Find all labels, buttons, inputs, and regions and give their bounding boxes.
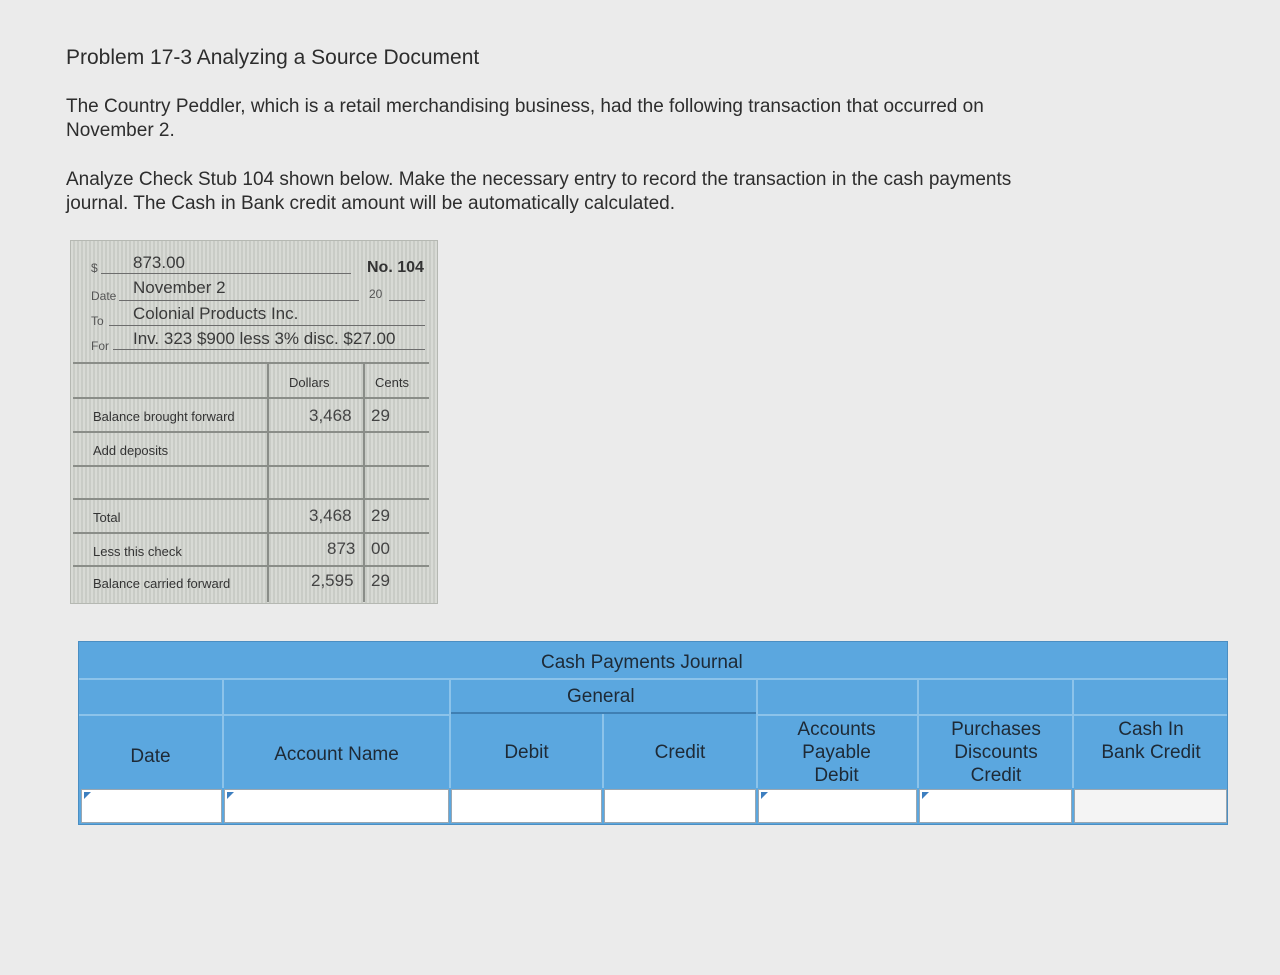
purchases-discounts-credit-input[interactable] — [920, 790, 1071, 822]
less-check-label: Less this check — [93, 544, 182, 559]
stub-year: 20 — [369, 287, 383, 301]
add-deposits-label: Add deposits — [93, 443, 169, 458]
dropdown-marker-icon — [922, 792, 929, 799]
purchases-discounts-credit-input-cell — [919, 789, 1072, 823]
account-name-input[interactable] — [225, 790, 448, 822]
accounts-payable-debit-input-cell — [758, 789, 917, 823]
for-label: For — [91, 339, 109, 353]
journal-title: Cash Payments Journal — [541, 652, 743, 673]
stub-payee: Colonial Products Inc. — [133, 304, 299, 323]
balance-carried-label: Balance carried forward — [93, 576, 231, 591]
general-debit-input[interactable] — [452, 790, 601, 822]
date-input[interactable] — [82, 790, 221, 822]
general-header: General — [567, 686, 635, 707]
general-credit-input[interactable] — [605, 790, 755, 822]
dropdown-marker-icon — [84, 792, 91, 799]
date-label: Date — [91, 289, 117, 303]
stub-memo: Inv. 323 $900 less 3% disc. $27.00 — [133, 329, 396, 348]
dropdown-marker-icon — [227, 792, 234, 799]
balance-carried-dollars: 2,595 — [311, 571, 354, 590]
problem-description: The Country Peddler, which is a retail merchandising business, had the following transaction that occurred on November 2. — [66, 96, 984, 141]
cash-in-bank-credit-header: Cash In Bank Credit — [1101, 719, 1201, 763]
dropdown-marker-icon — [761, 792, 768, 799]
balance-forward-label: Balance brought forward — [93, 409, 235, 424]
less-check-dollars: 873 — [327, 539, 356, 558]
general-credit-input-cell — [604, 789, 756, 823]
date-column-header: Date — [130, 746, 171, 767]
problem-title: Problem 17-3 Analyzing a Source Document — [66, 46, 480, 69]
less-check-cents: 00 — [371, 539, 390, 558]
total-dollars: 3,468 — [309, 506, 352, 525]
balance-forward-dollars: 3,468 — [309, 406, 352, 425]
cash-in-bank-credit-output — [1075, 790, 1226, 822]
account-name-column-header: Account Name — [274, 744, 399, 765]
account-name-input-cell — [224, 789, 449, 823]
stub-amount: 873.00 — [133, 253, 185, 272]
dollars-header: Dollars — [289, 375, 330, 390]
accounts-payable-debit-header: Accounts Payable Debit — [797, 719, 876, 786]
check-number: No. 104 — [367, 259, 424, 276]
stub-date: November 2 — [133, 278, 226, 297]
problem-instructions: Analyze Check Stub 104 shown below. Make the necessary entry to record the transaction in the cash payments journal. The Cash in Bank credit amount will be automatically calculated. — [66, 169, 1012, 214]
balance-forward-cents: 29 — [371, 406, 390, 425]
cents-header: Cents — [375, 375, 409, 390]
purchases-discounts-credit-header: Purchases Discounts Credit — [951, 719, 1041, 786]
general-credit-column-header: Credit — [654, 742, 706, 763]
general-debit-column-header: Debit — [504, 742, 549, 763]
cash-in-bank-credit-cell — [1074, 789, 1227, 823]
general-debit-input-cell — [451, 789, 602, 823]
dollar-sign: $ — [91, 261, 98, 275]
date-input-cell — [81, 789, 222, 823]
total-label: Total — [93, 510, 121, 525]
cash-payments-journal — [78, 641, 1228, 825]
total-cents: 29 — [371, 506, 390, 525]
accounts-payable-debit-input[interactable] — [759, 790, 916, 822]
check-stub — [70, 240, 438, 604]
balance-carried-cents: 29 — [371, 571, 390, 590]
to-label: To — [91, 314, 104, 328]
